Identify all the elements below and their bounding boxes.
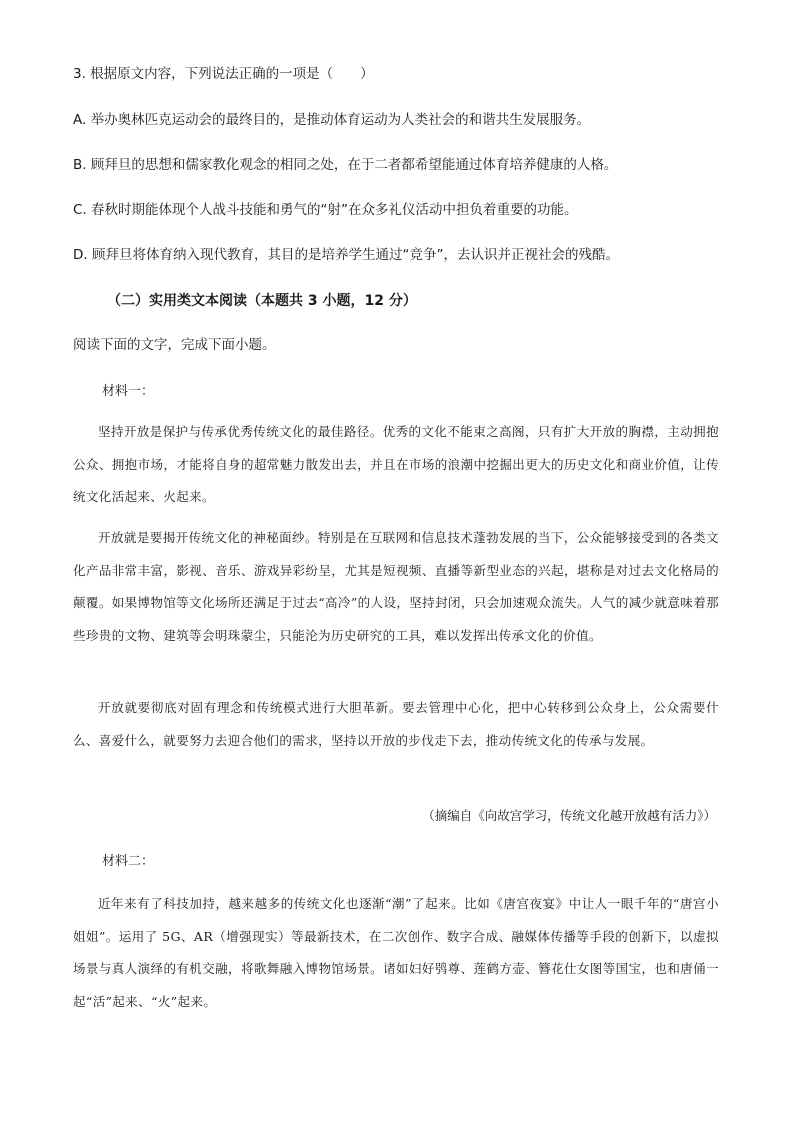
material-1-paragraph-2: 开放就是要揭开传统文化的神秘面纱。特别是在互联网和信息技术蓬勃发展的当下，公众能够接受到的各类文化产品非常丰富，影视、音乐、游戏异彩纷呈，尤其是短视频、直播等新型业态的兴起，堪称是对过去文化格局的颠覆。如果博物馆等文化场所还满足于过去“高冷”的人设，坚持封闭，只会加速观众流失。人气的减少就意味着那些珍贵的文物、建筑等会明珠蒙尘，只能沦为历史研究的工具，难以发挥出传承文化的价值。	[73, 530, 719, 643]
question-3-option-b: B. 顾拜旦的思想和儒家教化观念的相同之处，在于二者都希望能通过体育培养健康的人格。	[73, 157, 618, 173]
question-3-option-d: D. 顾拜旦将体育纳入现代教育，其目的是培养学生通过“竞争”，去认识并正视社会的残酷。	[73, 247, 619, 263]
question-3-stem: 3. 根据原文内容，下列说法正确的一项是（ ）	[73, 66, 374, 82]
material-1-paragraph-3: 开放就要彻底对固有理念和传统模式进行大胆革新。要去管理中心化，把中心转移到公众身上，公众需要什么、喜爱什么，就要努力去迎合他们的需求，坚持以开放的步伐走下去，推动传统文化的传承与发展。	[73, 700, 719, 748]
material-2-label: 材料二：	[102, 854, 155, 869]
material-1-source: （摘编自《向故宫学习，传统文化越开放越有活力》）	[422, 808, 716, 823]
question-3-option-a: A. 举办奥林匹克运动会的最终目的，是推动体育运动为人类社会的和谐共生发展服务。	[73, 112, 591, 128]
material-1-label: 材料一：	[102, 384, 155, 399]
material-1-paragraph-1: 坚持开放是保护与传承优秀传统文化的最佳路径。优秀的文化不能束之高阁，只有扩大开放的胸襟，主动拥抱公众、拥抱市场，才能将自身的超常魅力散发出去，并且在市场的浪潮中挖掘出更大的历史文化和商业价值，让传统文化活起来、火起来。	[73, 424, 719, 504]
question-3-option-c: C. 春秋时期能体现个人战斗技能和勇气的“射”在众多礼仪活动中担负着重要的功能。	[73, 202, 578, 218]
section-title: （二）实用类文本阅读（本题共 3 小题，12 分）	[107, 293, 417, 309]
material-2-paragraph-1: 近年来有了科技加持，越来越多的传统文化也逐渐“潮”了起来。比如《唐宫夜宴》中让人一眼千年的“唐宫小姐姐”。运用了 5G、AR（增强现实）等最新技术，在二次创作、数字合成、融媒体传播等手段的创新下，以虚拟场景与真人演绎的有机交融，将歌舞融入博物馆场景。诸如妇好鸮尊、莲鹤方壶、簪花仕女图等国宝，也和唐俑一起“活”起来、“火”起来。	[73, 896, 719, 1009]
section-instruction: 阅读下面的文字，完成下面小题。	[73, 337, 276, 353]
